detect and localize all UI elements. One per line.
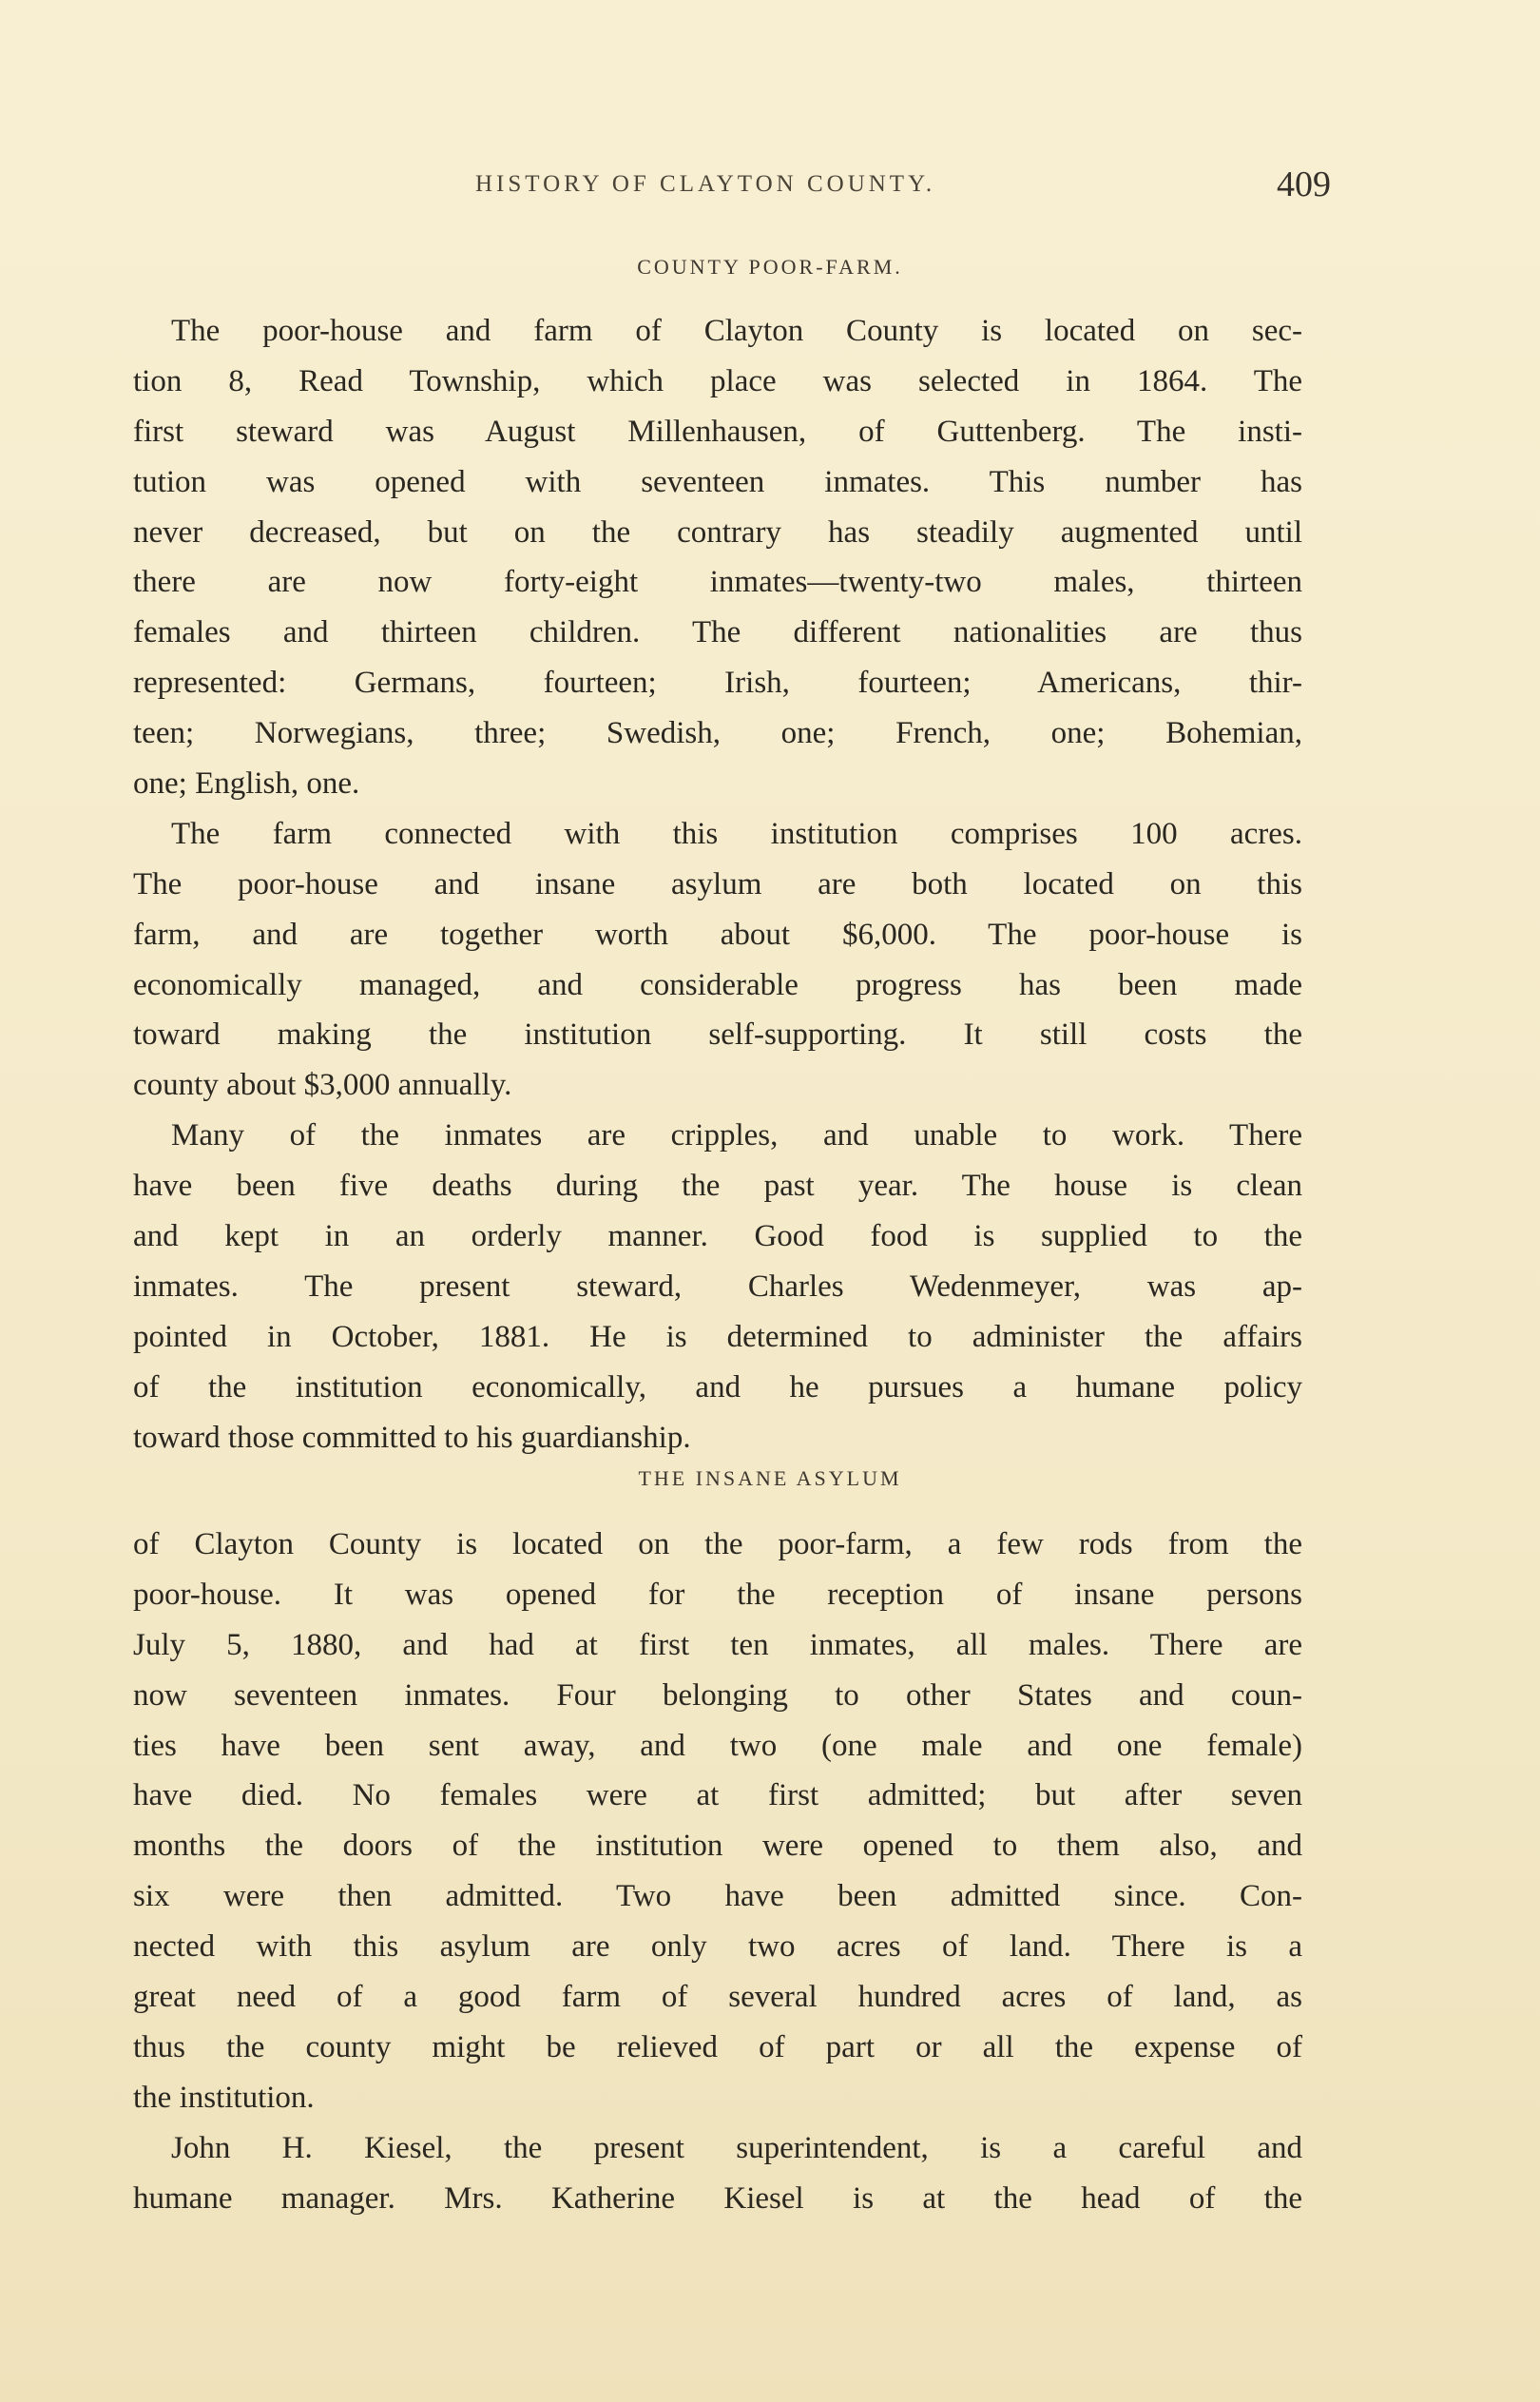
text-line: toward making the institution self-supporting. It still costs the [133, 1017, 1302, 1053]
text-line: toward those committed to his guardianship. [133, 1420, 691, 1455]
section-body-poor-farm [133, 306, 1302, 1463]
section-body-insane-asylum [133, 1520, 1302, 2223]
text-line: one; English, one. [133, 766, 360, 802]
text-line: tion 8, Read Township, which place was selected in 1864. The [133, 363, 1302, 398]
page-number: 409 [1277, 165, 1331, 204]
text-line: have died. No females were at first admitted; but after seven [133, 1778, 1302, 1813]
text-line: great need of a good farm of several hundred acres of land, as [133, 1980, 1302, 2015]
text-line: first steward was August Millenhausen, of Guttenberg. The insti- [133, 414, 1302, 449]
text-line: of the institution economically, and he pursues a humane policy [133, 1369, 1302, 1404]
text-line: tution was opened with seventeen inmates. This number has [133, 464, 1302, 499]
text-line: of Clayton County is located on the poor-farm, a few rods from the [133, 1527, 1302, 1561]
running-head: HISTORY OF CLAYTON COUNTY. [475, 171, 936, 197]
section-title-insane-asylum: THE INSANE ASYLUM [638, 1466, 902, 1490]
text-line: months the doors of the institution were opened to them also, and [133, 1829, 1302, 1864]
text-line: six were then admitted. Two have been admitted since. Con- [133, 1879, 1302, 1914]
text-line: inmates. The present steward, Charles Wedenmeyer, was ap- [133, 1269, 1302, 1304]
text-line: nected with this asylum are only two acres of land. There is a [133, 1929, 1302, 1965]
text-line: farm, and are together worth about $6,000. The poor-house is [133, 917, 1302, 952]
text-line: the institution. [133, 2080, 315, 2115]
text-line: have been five deaths during the past year. The house is clean [133, 1169, 1302, 1204]
page-header [475, 164, 1331, 211]
text-line: ties have been sent away, and two (one male and one female) [133, 1728, 1302, 1763]
text-line: never decreased, but on the contrary has steadily augmented until [133, 514, 1302, 550]
text-line: The poor-house and farm of Clayton County is located on sec- [171, 314, 1302, 348]
text-line: females and thirteen children. The different nationalities are thus [133, 615, 1302, 650]
text-line: John H. Kiesel, the present superintendent, is a careful and [171, 2130, 1302, 2165]
text-line: pointed in October, 1881. He is determined to administer the affairs [133, 1319, 1302, 1354]
text-line: The farm connected with this institution comprises 100 acres. [171, 816, 1302, 851]
text-line: thus the county might be relieved of part or all the expense of [133, 2029, 1302, 2064]
text-line: July 5, 1880, and had at first ten inmates, all males. There are [133, 1627, 1302, 1662]
text-line: now seventeen inmates. Four belonging to other States and coun- [133, 1677, 1302, 1713]
text-line: and kept in an orderly manner. Good food is supplied to the [133, 1219, 1302, 1254]
text-line: economically managed, and considerable progress has been made [133, 967, 1302, 1002]
text-line: teen; Norwegians, three; Swedish, one; French, one; Bohemian, [133, 716, 1302, 751]
text-line: represented: Germans, fourteen; Irish, fourteen; Americans, thir- [133, 666, 1302, 701]
text-line: Many of the inmates are cripples, and unable to work. There [171, 1118, 1302, 1153]
text-line: county about $3,000 annually. [133, 1068, 512, 1103]
text-line: there are now forty-eight inmates—twenty-two males, thirteen [133, 565, 1302, 600]
text-line: poor-house. It was opened for the reception of insane persons [133, 1577, 1302, 1612]
text-line: The poor-house and insane asylum are both located on this [133, 866, 1302, 901]
text-line: humane manager. Mrs. Katherine Kiesel is at the head of the [133, 2180, 1302, 2216]
section-title-poor-farm: COUNTY POOR-FARM. [637, 255, 903, 279]
